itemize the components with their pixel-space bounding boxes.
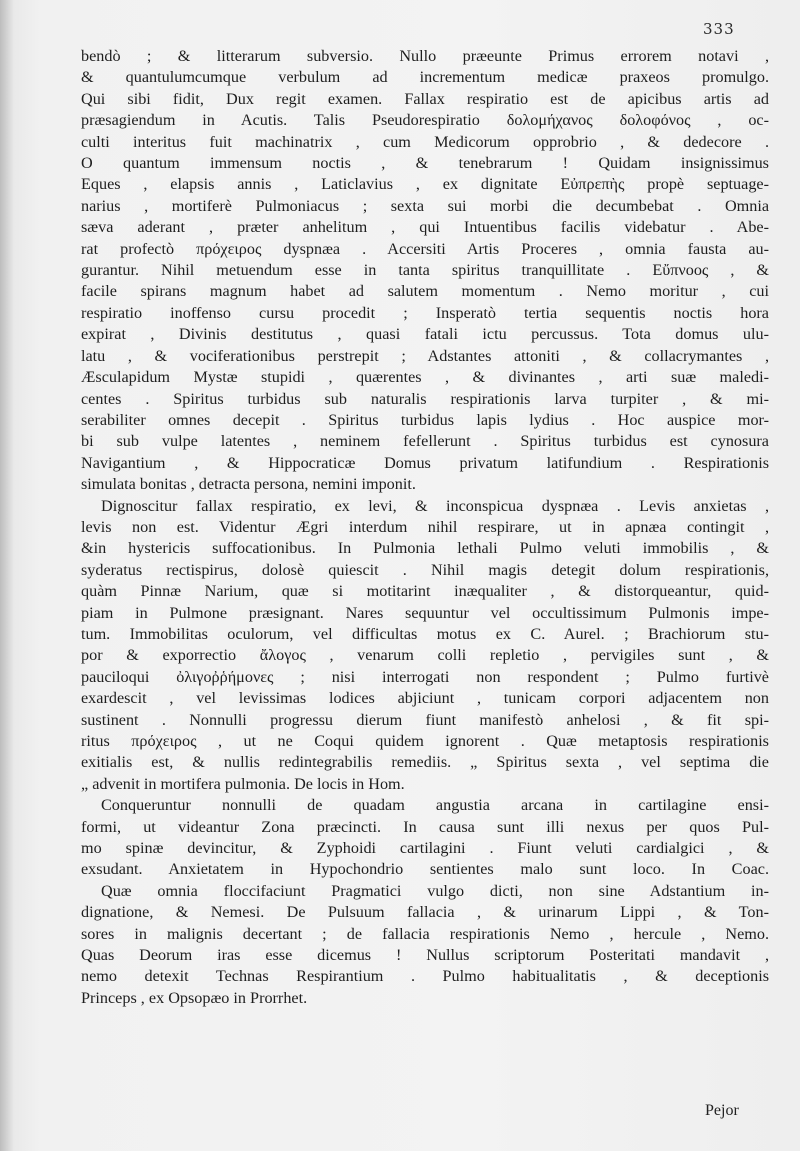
text-line: centes . Spiritus turbidus sub naturalis respirationis larva turpiter , & mi- [81, 389, 769, 408]
text-line: culti interitus fuit machinatrix , cum Medicorum opprobrio , & dedecore . [81, 132, 769, 151]
text-line: „ advenit in mortifera pulmonia. De locis in Hom. [81, 774, 405, 793]
text-line: sores in malignis decertant ; de fallacia respirationis Nemo , hercule , Nemo. [81, 924, 769, 943]
text-line: syderatus rectispirus, dolosè quiescit . Nihil magis detegit dolum respirationis, [81, 560, 769, 579]
text-line: exitialis est, & nullis redintegrabilis remediis. „ Spiritus sexta , vel septima die [81, 753, 769, 772]
text-line: expirat , Divinis destitutus , quasi fatali ictu percussus. Tota domus ulu- [81, 325, 769, 344]
text-line: Quas Deorum iras esse dicemus ! Nullus scriptorum Posteritati mandavit , [81, 946, 769, 965]
text-line: piam in Pulmone præsignant. Nares sequuntur vel occultissimum Pulmonis impe- [81, 603, 769, 622]
text-line: rat profectò πρόχειρος dyspnæa . Accersiti Artis Proceres , omnia fausta au- [81, 239, 769, 258]
text-line: latu , & vociferationibus perstrepit ; Adstantes attoniti , & collacrymantes , [81, 346, 769, 365]
text-line: facile spirans magnum habet ad salutem momentum . Nemo moritur , cui [81, 282, 769, 301]
text-line: simulata bonitas , detracta persona, nemini imponit. [81, 475, 416, 494]
text-line: nemo detexit Technas Respirantium . Pulmo habitualitatis , & deceptionis [81, 967, 769, 986]
text-line: Qui sibi fidit, Dux regit examen. Fallax respiratio est de apicibus artis ad [81, 89, 769, 108]
page-number: 333 [703, 20, 735, 38]
text-line: mo spinæ devincitur, & Zyphoidi cartilagini . Fiunt veluti cardialgici , & [81, 839, 769, 858]
text-line: bendò ; & litterarum subversio. Nullo præeunte Primus errorem notavi , [81, 47, 769, 65]
text-line: serabiliter omnes decepit . Spiritus turbidus lapis lydius . Hoc auspice mor- [81, 410, 769, 429]
text-line: narius , mortiferè Pulmoniacus ; sexta sui morbi die decumbebat . Omnia [81, 196, 769, 215]
text-line: Eques , elapsis annis , Laticlavius , ex dignitate Εὐπρεπὴς propè septuage- [81, 175, 769, 194]
text-line: bi sub vulpe latentes , neminem fefellerunt . Spiritus turbidus est cynosura [81, 432, 769, 451]
text-line: sustinent . Nonnulli progressu dierum fiunt manifestò anhelosi , & fit spi- [81, 710, 769, 729]
body-text [81, 46, 769, 1009]
text-line: formi, ut videantur Zona præcincti. In causa sunt illi nexus per quos Pul- [81, 817, 769, 836]
text-line: Navigantium , & Hippocraticæ Domus privatum latifundium . Respirationis [81, 453, 769, 472]
text-line: ritus πρόχειρος , ut ne Coqui quidem ignorent . Quæ metaptosis respirationis [81, 732, 769, 750]
text-line: dignatione, & Nemesi. De Pulsuum fallacia , & urinarum Lippi , & Ton- [81, 903, 769, 922]
text-line: Dignoscitur fallax respiratio, ex levi, & inconspicua dyspnæa . Levis anxietas , [101, 496, 769, 515]
catchword: Pejor [705, 1102, 739, 1119]
text-line: sæva aderant , præter anhelitum , qui Intuentibus facilis videbatur . Abe- [81, 218, 769, 237]
text-line: O quantum immensum noctis , & tenebrarum ! Quidam insignissimus [81, 154, 769, 173]
text-line: pauciloqui ὀλιγοῤῥήμονες ; nisi interrogati non respondent ; Pulmo furtivè [81, 667, 769, 686]
text-line: Quæ omnia floccifaciunt Pragmatici vulgo dicti, non sine Adstantium in- [101, 881, 769, 900]
text-line: &in hystericis suffocationibus. In Pulmonia lethali Pulmo veluti immobilis , & [81, 539, 769, 558]
text-line: quàm Pinnæ Narium, quæ si motitarint inæqualiter , & distorqueantur, quid- [81, 582, 769, 601]
text-line: por & exporrectio ἄλογος , venarum colli repletio , pervigiles sunt , & [81, 646, 769, 665]
text-line: Princeps , ex Opsopæo in Prorrhet. [81, 988, 308, 1007]
text-line: exsudant. Anxietatem in Hypochondrio sentientes malo sunt loco. In Coac. [81, 860, 769, 879]
text-line: levis non est. Videntur Ægri interdum nihil respirare, ut in apnæa contingit , [81, 517, 769, 536]
text-line: respiratio inoffenso cursu procedit ; Insperatò tertia sequentis noctis hora [81, 303, 769, 322]
text-line: Æsculapidum Mystæ stupidi , quærentes , & divinantes , arti suæ maledi- [81, 368, 769, 387]
text-line: tum. Immobilitas oculorum, vel difficultas motus ex C. Aurel. ; Brachiorum stu- [81, 624, 769, 643]
text-line: gurantur. Nihil metuendum esse in tanta spiritus tranquillitate . Εὔπνοος , & [81, 261, 769, 280]
text-line: Conqueruntur nonnulli de quadam angustia arcana in cartilagine ensi- [101, 796, 769, 815]
text-line: exardescit , vel levissimas lodices abjiciunt , tunicam corpori adjacentem non [81, 689, 769, 708]
text-line: præsagiendum in Acutis. Talis Pseudorespiratio δολομήχανος δολοφόνος , oc- [81, 111, 769, 130]
text-line: & quantulumcumque verbulum ad incrementum medicæ praxeos promulgo. [81, 68, 769, 87]
